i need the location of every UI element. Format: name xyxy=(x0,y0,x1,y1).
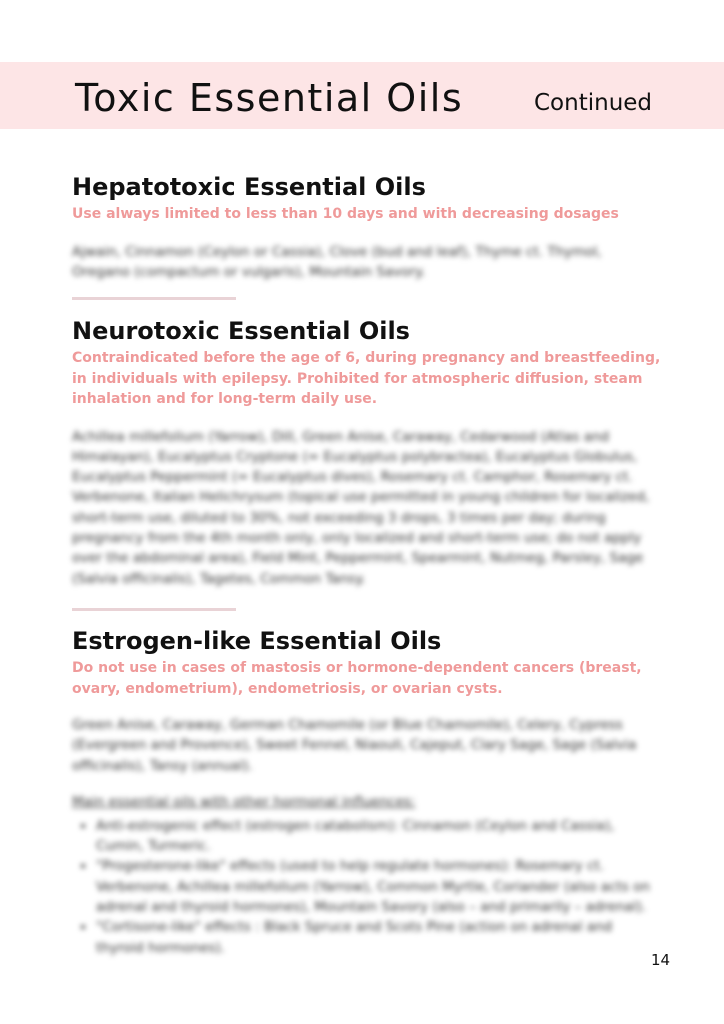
section-body: Achillea millefolium (Yarrow), Dill, Green Anise, Caraway, Cedarwood (Atlas and Himalayan), Eucalyptus Cryptone (= Eucalyptus polybractea), Eucalyptus Globulus, Eucalyptus Peppermint (= Eucalyptus dives), Rosemary ct. Camphor, Rosemary ct. Verbenone, Italian Helichrysum (topical use permitted in young children for localized, short-term use, diluted to 30%, not exceeding 3 drops, 3 times per day; during pregnancy from the 4th month only, only localized and short-term use; do not apply over the abdominal area), Field Mint, Peppermint, Spearmint, Nutmeg, Parsley, Sage (Salvia officinalis), Tagetes, Common Tansy. xyxy=(72,428,650,587)
section-title: Neurotoxic Essential Oils xyxy=(72,317,410,345)
section-divider xyxy=(72,608,236,611)
page-number: 14 xyxy=(651,951,671,969)
section-body: Ajwain, Cinnamon (Ceylon or Cassia), Clove (bud and leaf), Thyme ct. Thymol, Oregano (compactum or vulgaris), Mountain Savory. xyxy=(72,243,602,280)
page-title: Toxic Essential Oils xyxy=(75,76,464,120)
section-warning: Contraindicated before the age of 6, during pregnancy and breastfeeding, in individuals with epilepsy. Prohibited for atmospheric diffusion, steam inhalation and for long-term daily use. xyxy=(72,350,661,407)
section-warning: Use always limited to less than 10 days and with decreasing dosages xyxy=(72,206,619,222)
section-estrogen-like xyxy=(72,626,662,958)
section-divider xyxy=(72,297,236,300)
section-body: Green Anise, Caraway, German Chamomile (or Blue Chamomile), Celery, Cypress (Evergreen and Provence), Sweet Fennel, Niaouli, Cajeput, Clary Sage, Sage (Salvia officinalis), Tansy (annual). xyxy=(72,717,637,774)
section-hepatotoxic xyxy=(72,172,662,282)
section-title: Hepatotoxic Essential Oils xyxy=(72,173,426,201)
bullet-list xyxy=(72,816,662,958)
section-subheading: Main essential oils with other hormonal influences: xyxy=(72,793,416,810)
list-item: • "Cortisone-like" effects : Black Spruce and Scots Pine (action on adrenal and thyroid hormones). xyxy=(96,917,662,958)
list-item: • Anti-estrogenic effect (estrogen catabolism): Cinnamon (Ceylon and Cassia), Cumin, Turmeric. xyxy=(96,816,662,857)
section-title: Estrogen-like Essential Oils xyxy=(72,627,442,655)
section-neurotoxic xyxy=(72,316,662,589)
page-subtitle: Continued xyxy=(534,90,653,116)
list-item: • "Progesterone-like" effects (used to help regulate hormones): Rosemary ct. Verbenone, Achillea millefolium (Yarrow), Common Myrtle, Coriander (also acts on adrenal and thyroid hormones), Mountain Savory (also – and primarily – adrenal). xyxy=(96,856,662,917)
section-warning: Do not use in cases of mastosis or hormone-dependent cancers (breast, ovary, endometrium), endometriosis, or ovarian cysts. xyxy=(72,660,642,697)
